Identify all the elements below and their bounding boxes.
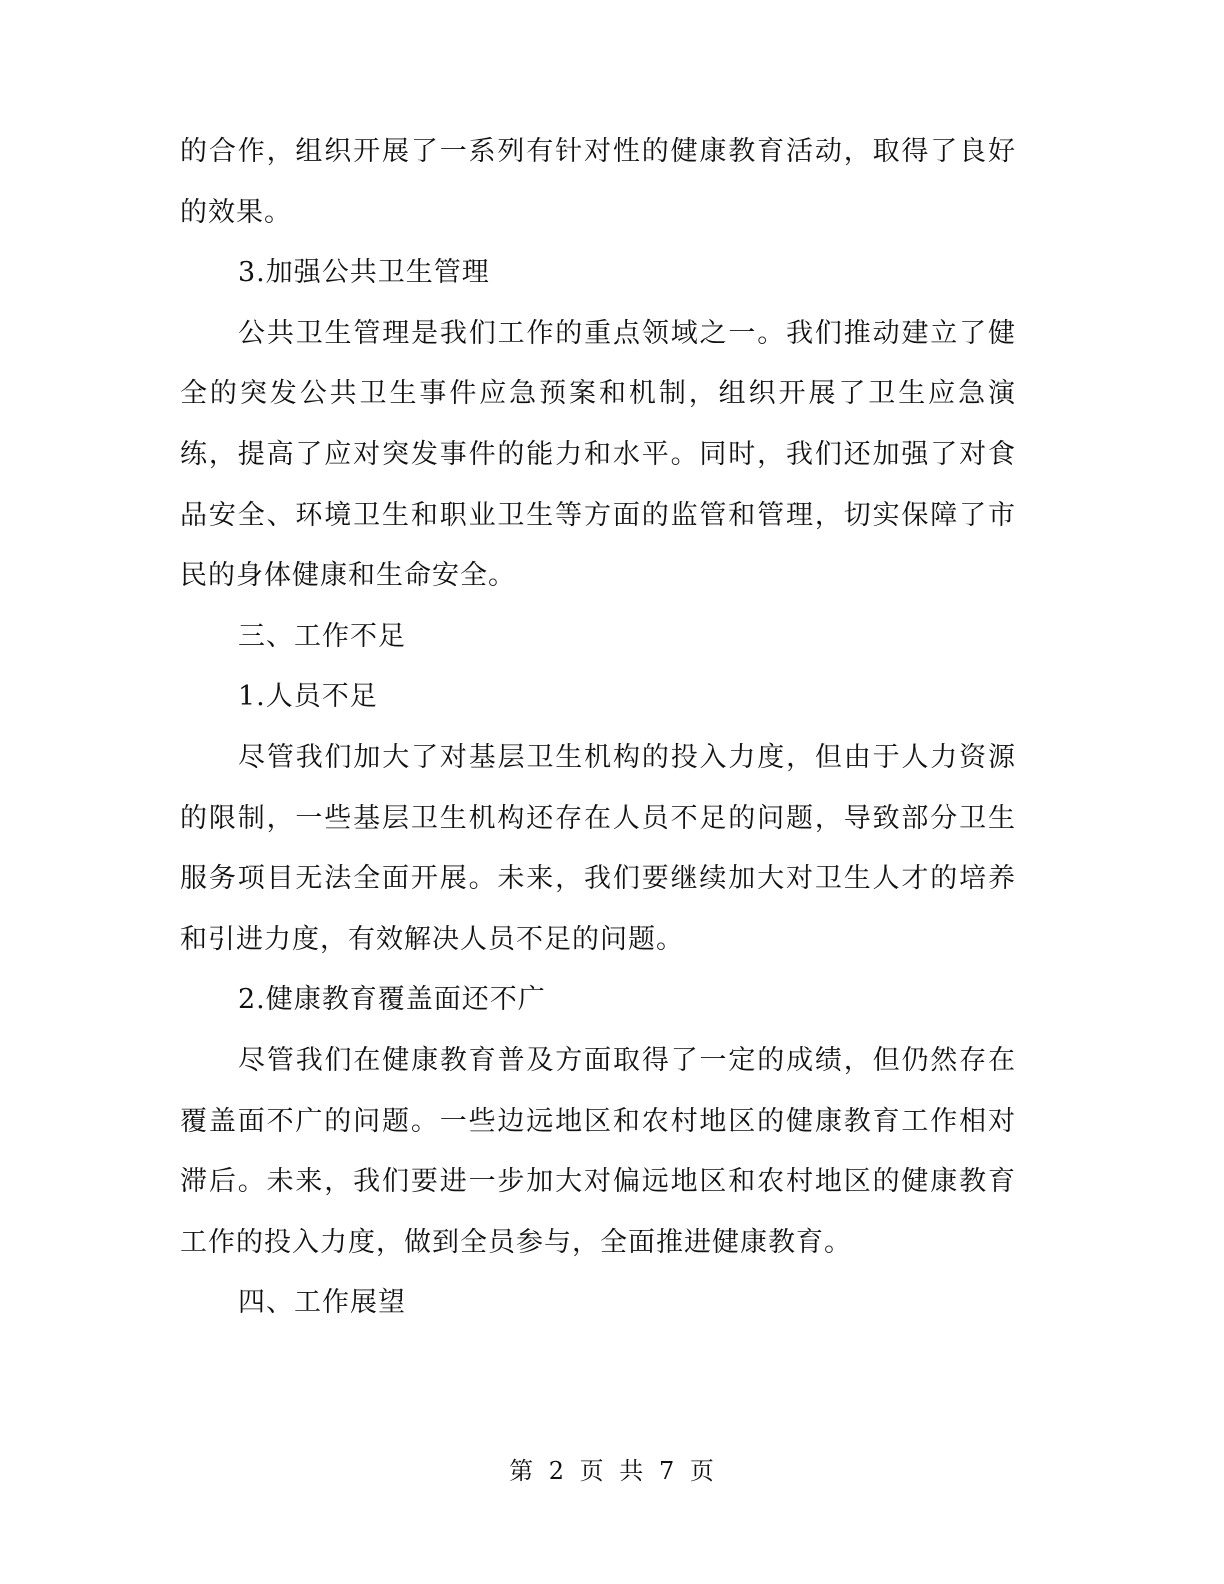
document-body (180, 122, 1016, 1334)
section-heading-education-coverage: 2.健康教育覆盖面还不广 (238, 984, 546, 1016)
page-number-footer: 第 2 页 共 7 页 (509, 1457, 715, 1485)
paragraph-public-health: 公共卫生管理是我们工作的重点领域之一。我们推动建立了健全的突发公共卫生事件应急预案和机制，组织开展了卫生应急演练，提高了应对突发事件的能力和水平。同时，我们还加强了对食品安全、环境卫生和职业卫生等方面的监管和管理，切实保障了市民的身体健康和生命安全。 (180, 317, 1016, 592)
chapter-heading-outlook: 四、工作展望 (238, 1287, 406, 1319)
paragraph-continuation: 的合作，组织开展了一系列有针对性的健康教育活动，取得了良好的效果。 (180, 136, 1016, 228)
chapter-heading-shortcomings: 三、工作不足 (238, 620, 406, 652)
paragraph-staff-shortage: 尽管我们加大了对基层卫生机构的投入力度，但由于人力资源的限制，一些基层卫生机构还存在人员不足的问题，导致部分卫生服务项目无法全面开展。未来，我们要继续加大对卫生人才的培养和引进力度，有效解决人员不足的问题。 (180, 741, 1016, 955)
section-heading-staff-shortage: 1.人员不足 (238, 681, 378, 713)
section-heading-public-health: 3.加强公共卫生管理 (238, 257, 490, 289)
paragraph-education-coverage: 尽管我们在健康教育普及方面取得了一定的成绩，但仍然存在覆盖面不广的问题。一些边远地区和农村地区的健康教育工作相对滞后。未来，我们要进一步加大对偏远地区和农村地区的健康教育工作的投入力度，做到全员参与，全面推进健康教育。 (180, 1044, 1016, 1258)
